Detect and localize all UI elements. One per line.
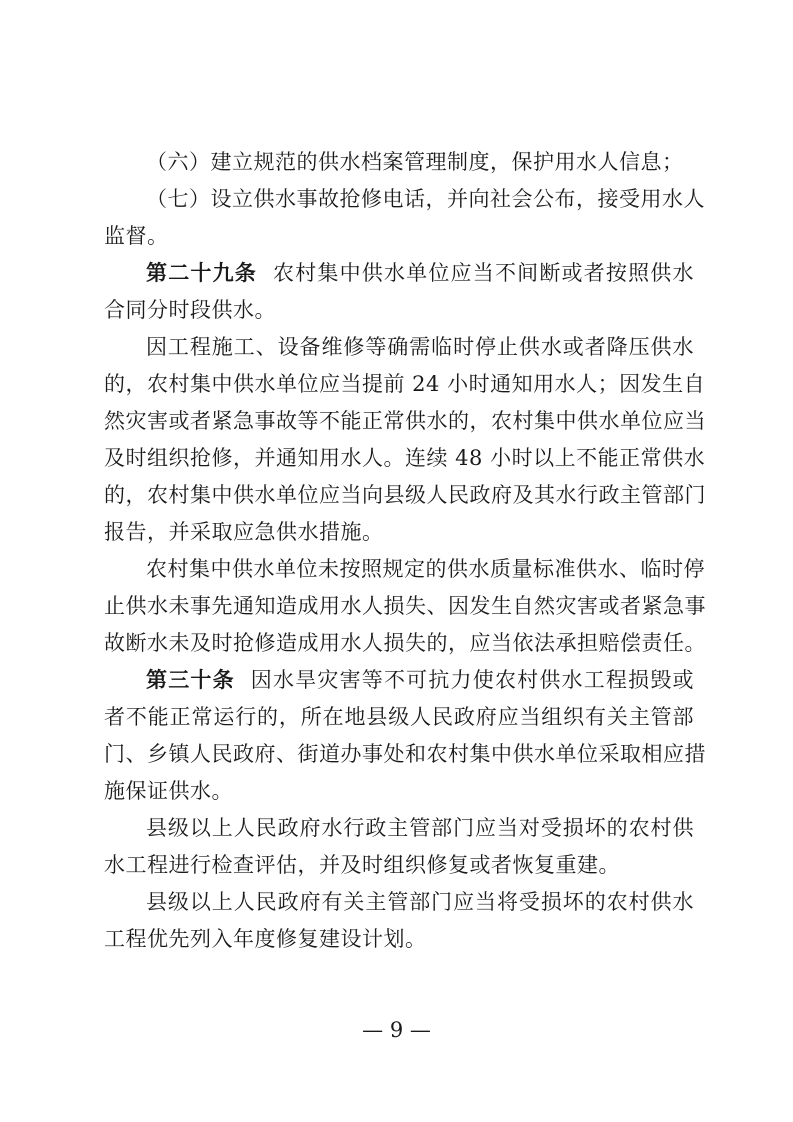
text-line: 农村集中供水单位应当不间断或者按照供水 bbox=[272, 261, 695, 285]
text-line: 止供水未事先通知造成用水人损失、因发生自然灾害或者紧急事 bbox=[104, 594, 706, 618]
text-line: 的，农村集中供水单位应当向县级人民政府及其水行政主管部门 bbox=[104, 483, 706, 507]
text-line: （六）建立规范的供水档案管理制度，保护用水人信息； bbox=[146, 150, 684, 174]
article-29-heading: 第二十九条 bbox=[146, 261, 257, 285]
article-29-paragraph bbox=[146, 258, 694, 288]
text-line: 农村集中供水单位未按照规定的供水质量标准供水、临时停 bbox=[146, 557, 705, 581]
page-number: — 9 — bbox=[362, 1018, 431, 1042]
article-30-paragraph bbox=[146, 665, 694, 695]
text-line: 然灾害或者紧急事故等不能正常供水的，农村集中供水单位应当 bbox=[104, 409, 706, 433]
text-line: 门、乡镇人民政府、街道办事处和农村集中供水单位采取相应措 bbox=[104, 742, 706, 766]
text-line: 故断水未及时抢修造成用水人损失的，应当依法承担赔偿责任。 bbox=[104, 631, 706, 655]
text-line: 报告，并采取应急供水措施。 bbox=[104, 520, 384, 544]
text-line: 施保证供水。 bbox=[104, 779, 233, 803]
text-line: 工程优先列入年度修复建设计划。 bbox=[104, 927, 427, 951]
text-line: 及时组织抢修，并通知用水人。连续 48 小时以上不能正常供水 bbox=[104, 446, 706, 470]
text-line: 因水旱灾害等不可抗力使农村供水工程损毁或 bbox=[250, 668, 695, 692]
article-30-heading: 第三十条 bbox=[146, 668, 235, 692]
text-line: 的，农村集中供水单位应当提前 24 小时通知用水人；因发生自 bbox=[104, 372, 706, 396]
text-line: 县级以上人民政府水行政主管部门应当对受损坏的农村供 bbox=[146, 816, 694, 840]
text-line: 水工程进行检查评估，并及时组织修复或者恢复重建。 bbox=[104, 853, 620, 877]
text-line: 合同分时段供水。 bbox=[104, 298, 276, 322]
text-line: 县级以上人民政府有关主管部门应当将受损坏的农村供水 bbox=[146, 890, 694, 914]
text-line: 因工程施工、设备维修等确需临时停止供水或者降压供水 bbox=[146, 335, 694, 359]
text-line: （七）设立供水事故抢修电话，并向社会公布，接受用水人 bbox=[146, 187, 705, 211]
text-line: 监督。 bbox=[104, 224, 169, 248]
text-line: 者不能正常运行的，所在地县级人民政府应当组织有关主管部 bbox=[104, 705, 694, 729]
